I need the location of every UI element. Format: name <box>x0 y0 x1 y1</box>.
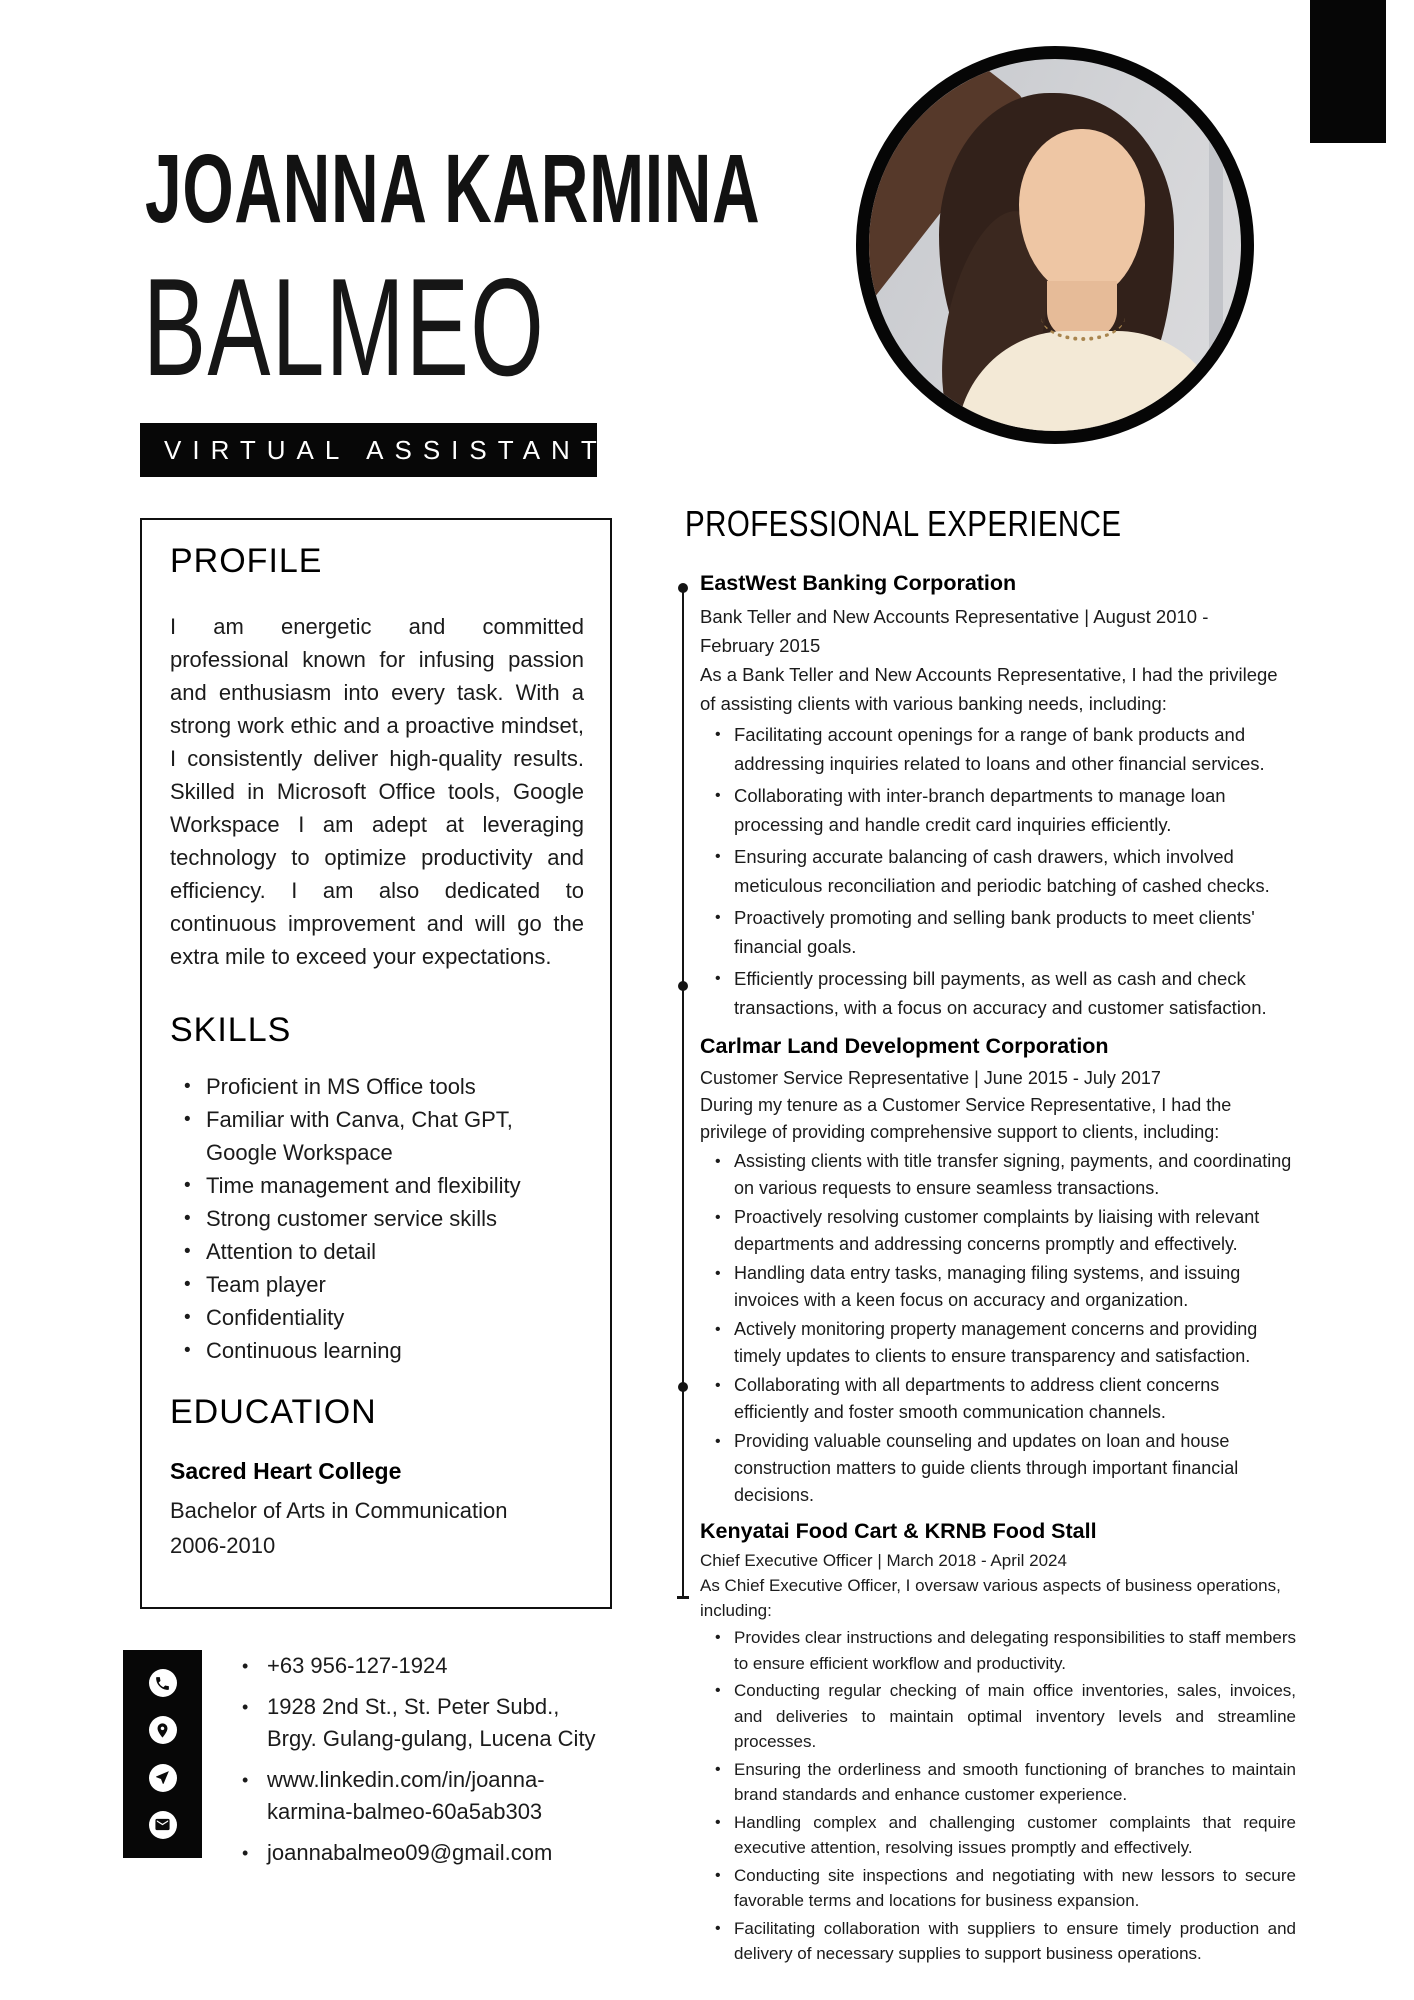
experience-job <box>700 1034 1296 1511</box>
contact-icon-bar <box>123 1650 202 1858</box>
job-bullet: • Handling complex and challenging customer complaints that require executive attention, resolving issues promptly and effectively. <box>734 1810 1296 1861</box>
skill-item: • Proficient in MS Office tools <box>206 1070 550 1103</box>
education-years: 2006-2010 <box>170 1533 276 1558</box>
skill-item: • Confidentiality <box>206 1301 550 1334</box>
job-bullet-list <box>700 720 1294 1022</box>
name-last-line: BALMEO <box>143 250 546 405</box>
job-bullet: • Actively monitoring property management concerns and providing timely updates to clients to ensure transparency and satisfaction. <box>734 1316 1294 1370</box>
experience-heading: PROFESSIONAL EXPERIENCE <box>685 503 1122 544</box>
experience-job <box>700 1519 1296 1969</box>
location-pin-icon <box>149 1716 177 1744</box>
job-role-dates: Customer Service Representative | June 2015 - July 2017 <box>700 1068 1161 1088</box>
contact-list <box>242 1650 608 1878</box>
email-icon <box>149 1811 177 1839</box>
name-first-line: JOANNA KARMINA <box>145 134 761 243</box>
timeline-dot <box>678 583 688 593</box>
send-arrow-icon <box>149 1764 177 1792</box>
education-heading: EDUCATION <box>170 1393 377 1431</box>
corner-accent-block <box>1310 0 1386 143</box>
job-company: Carlmar Land Development Corporation <box>700 1034 1109 1058</box>
skill-item: • Familiar with Canva, Chat GPT, Google Workspace <box>206 1103 550 1169</box>
experience-job <box>700 571 1296 1025</box>
sidebar-box <box>140 518 612 1609</box>
job-role-dates: Bank Teller and New Accounts Representative | August 2010 - February 2015 <box>700 606 1209 656</box>
job-bullet: • Conducting site inspections and negotiating with new lessors to secure favorable terms and locations for business expansion. <box>734 1863 1296 1914</box>
job-bullet: • Efficiently processing bill payments, as well as cash and check transactions, with a focus on accuracy and customer satisfaction. <box>734 964 1294 1022</box>
job-bullet: • Conducting regular checking of main office inventories, sales, invoices, and deliveries to maintain optimal inventory levels and streamline processes. <box>734 1678 1296 1755</box>
profile-heading: PROFILE <box>170 542 323 580</box>
job-role-dates: Chief Executive Officer | March 2018 - April 2024 <box>700 1551 1067 1570</box>
job-bullet: • Assisting clients with title transfer signing, payments, and coordinating on various requests to ensure seamless transactions. <box>734 1148 1294 1202</box>
photo-necklace-shape <box>1041 293 1125 341</box>
job-bullet: • Proactively promoting and selling bank products to meet clients' financial goals. <box>734 903 1294 961</box>
job-bullet: • Facilitating account openings for a range of bank products and addressing inquiries related to loans and other financial services. <box>734 720 1294 778</box>
education-school: Sacred Heart College <box>170 1458 402 1484</box>
job-bullet: • Collaborating with all departments to address client concerns efficiently and foster smooth communication channels. <box>734 1372 1294 1426</box>
contact-item: • +63 956-127-1924 <box>242 1650 608 1682</box>
skill-item: • Time management and flexibility <box>206 1169 550 1202</box>
photo-background-panel <box>1209 59 1223 431</box>
contact-item: • www.linkedin.com/in/joanna-karmina-balmeo-60a5ab303 <box>242 1764 608 1828</box>
job-summary: As Chief Executive Officer, I oversaw various aspects of business operations, including: <box>700 1576 1281 1620</box>
job-bullet: • Facilitating collaboration with suppliers to ensure timely production and delivery of necessary supplies to support business operations. <box>734 1916 1296 1967</box>
job-company: EastWest Banking Corporation <box>700 571 1017 595</box>
skill-item: • Continuous learning <box>206 1334 550 1367</box>
job-summary: During my tenure as a Customer Service Representative, I had the privilege of providing comprehensive support to clients, including: <box>700 1095 1232 1142</box>
skill-item: • Team player <box>206 1268 550 1301</box>
timeline-end-cap <box>677 1596 689 1599</box>
skill-item: • Attention to detail <box>206 1235 550 1268</box>
timeline-line <box>682 588 684 1598</box>
skill-item: • Strong customer service skills <box>206 1202 550 1235</box>
profile-text: I am energetic and committed professional known for infusing passion and enthusiasm into every task. With a strong work ethic and a proactive mindset, I consistently deliver high-quality results. Skilled in Microsoft Office tools, Google Workspace I am adept at leveraging technology to optimize productivity and efficiency. I am also dedicated to continuous improvement and will go the extra mile to exceed your expectations. <box>170 614 584 969</box>
education-degree: Bachelor of Arts in Communication <box>170 1498 508 1523</box>
role-badge: VIRTUAL ASSISTANT <box>140 423 597 477</box>
job-company: Kenyatai Food Cart & KRNB Food Stall <box>700 1519 1097 1543</box>
job-bullet: • Proactively resolving customer complaints by liaising with relevant departments and addressing concerns promptly and effectively. <box>734 1204 1294 1258</box>
job-bullet-list <box>700 1148 1294 1509</box>
job-bullet: • Ensuring accurate balancing of cash drawers, which involved meticulous reconciliation and periodic batching of cashed checks. <box>734 842 1294 900</box>
profile-photo <box>856 46 1254 444</box>
contact-item: • 1928 2nd St., St. Peter Subd., Brgy. Gulang-gulang, Lucena City <box>242 1691 608 1755</box>
contact-item: • joannabalmeo09@gmail.com <box>242 1837 608 1869</box>
job-bullet: • Ensuring the orderliness and smooth functioning of branches to maintain brand standards and enhance customer experience. <box>734 1757 1296 1808</box>
timeline-dot <box>678 981 688 991</box>
timeline-dot <box>678 1382 688 1392</box>
job-bullet: • Collaborating with inter-branch departments to manage loan processing and handle credit card inquiries efficiently. <box>734 781 1294 839</box>
job-bullet: • Handling data entry tasks, managing filing systems, and issuing invoices with a keen focus on accuracy and organization. <box>734 1260 1294 1314</box>
phone-icon <box>149 1669 177 1697</box>
job-bullet: • Provides clear instructions and delegating responsibilities to staff members to ensure efficient workflow and productivity. <box>734 1625 1296 1676</box>
job-summary: As a Bank Teller and New Accounts Representative, I had the privilege of assisting clients with various banking needs, including: <box>700 664 1278 714</box>
job-bullet-list <box>700 1625 1296 1967</box>
skills-heading: SKILLS <box>170 1011 292 1049</box>
job-bullet: • Providing valuable counseling and updates on loan and house construction matters to guide clients through important financial decisions. <box>734 1428 1294 1509</box>
skills-list <box>170 1070 550 1367</box>
